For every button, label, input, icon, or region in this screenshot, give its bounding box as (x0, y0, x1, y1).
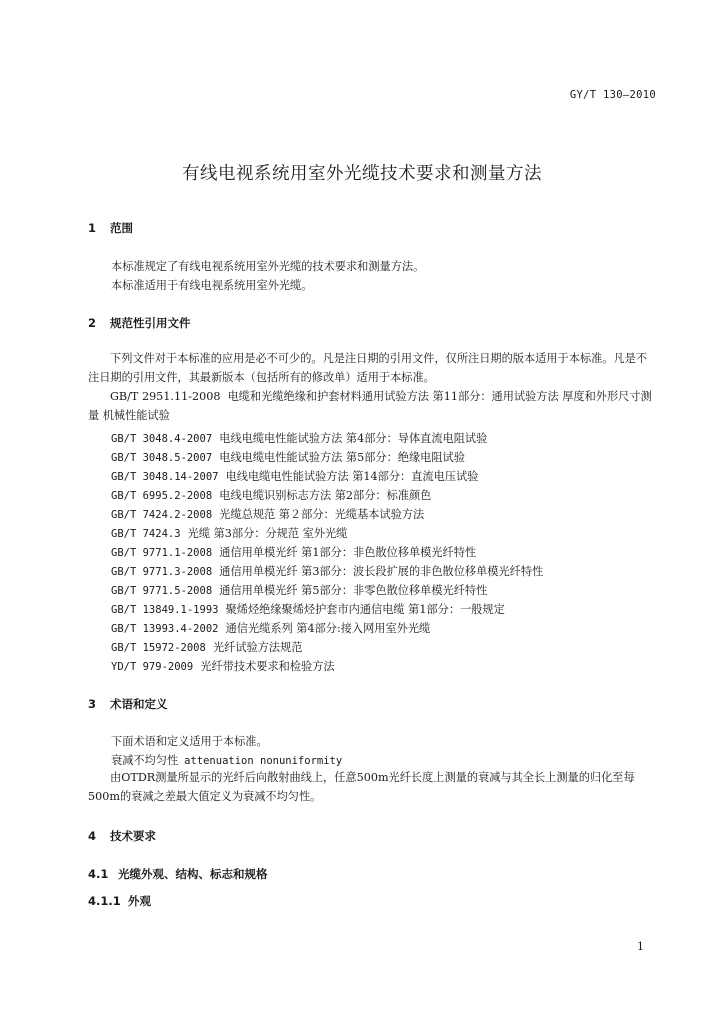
section-title: 范围 (110, 221, 133, 235)
reference-title: 通信用单模光纤 第1部分：非色散位移单模光纤特性 (219, 546, 477, 559)
reference-code: GB/T 3048.14-2007 (111, 471, 219, 483)
reference-title: 电线电缆电性能试验方法 第14部分：直流电压试验 (225, 470, 479, 483)
reference-item (111, 449, 465, 465)
section-4-1-heading (88, 866, 268, 882)
reference-code: GB/T 13849.1-1993 (111, 604, 219, 616)
section-number: 4.1 (88, 867, 109, 881)
section-title: 术语和定义 (110, 697, 168, 711)
section-3-heading (88, 696, 168, 712)
reference-title: 通信用单模光纤 第5部分：非零色散位移单模光纤特性 (219, 584, 488, 597)
reference-item (111, 658, 335, 674)
reference-item (111, 639, 302, 655)
term-definition-text: 由OTDR测量所显示的光纤后向散射曲线上，任意500m光纤长度上测量的衰减与其全长上测量的归化至每500m的衰减之差最大值定义为衰减不均匀性。 (88, 771, 635, 803)
reference-title: 光纤带技术要求和检验方法 (200, 660, 335, 673)
normative-intro (88, 350, 656, 388)
reference-code: GB/T 2951.11-2008 (110, 390, 221, 403)
reference-title: 光纤试验方法规范 (212, 641, 303, 654)
section-title: 规范性引用文件 (110, 316, 191, 330)
section-number: 4.1.1 (88, 894, 121, 908)
section-number: 4 (88, 829, 97, 843)
reference-code: GB/T 3048.5-2007 (111, 452, 213, 464)
reference-code: GB/T 9771.5-2008 (111, 585, 213, 597)
normative-intro-text: 下列文件对于本标准的应用是必不可少的。凡是注日期的引用文件，仅所注日期的版本适用于本标准。凡是不注日期的引用文件，其最新版本（包括所有的修改单）适用于本标准。 (88, 352, 648, 384)
term-chinese: 衰减不均匀性 (111, 754, 179, 767)
section-number: 2 (88, 316, 97, 330)
reference-item (111, 601, 505, 617)
reference-title: 电线电缆电性能试验方法 第4部分：导体直流电阻试验 (219, 432, 488, 445)
reference-title: 光缆总规范 第２部分：光缆基本试验方法 (219, 508, 425, 521)
section-title: 外观 (128, 894, 151, 908)
reference-item (111, 563, 543, 579)
page-number: 1 (637, 940, 644, 953)
reference-title: 聚烯烃绝缘聚烯烃护套市内通信电缆 第1部分：一般规定 (225, 603, 505, 616)
reference-item (111, 430, 487, 446)
reference-item (111, 620, 430, 636)
reference-item (111, 487, 431, 503)
section-4-heading (88, 828, 156, 844)
reference-code: YD/T 979-2009 (111, 661, 194, 673)
section-number: 3 (88, 697, 97, 711)
section-1-heading (88, 220, 133, 236)
reference-title: 光缆 第3部分：分规范 室外光缆 (187, 527, 348, 540)
section-number: 1 (88, 221, 97, 235)
reference-code: GB/T 9771.3-2008 (111, 566, 213, 578)
reference-code: GB/T 15972-2008 (111, 642, 206, 654)
document-title: 有线电视系统用室外光缆技术要求和测量方法 (182, 164, 542, 184)
reference-code: GB/T 7424.2-2008 (111, 509, 213, 521)
reference-item (111, 468, 478, 484)
reference-code: GB/T 3048.4-2007 (111, 433, 213, 445)
term-english: attenuation nonuniformity (184, 755, 343, 767)
scope-line-1: 本标准规定了有线电视系统用室外光缆的技术要求和测量方法。 (111, 260, 425, 273)
reference-item (111, 544, 476, 560)
reference-item (111, 582, 487, 598)
reference-item-first (88, 388, 656, 426)
term-definition (88, 769, 656, 807)
reference-code: GB/T 9771.1-2008 (111, 547, 213, 559)
section-title: 技术要求 (110, 829, 156, 843)
section-title: 光缆外观、结构、标志和规格 (118, 867, 268, 881)
reference-title: 电缆和光缆绝缘和护套材料通用试验方法 第11部分：通用试验方法 厚度和外形尺寸测量 机械性能试验 (88, 390, 652, 422)
reference-title: 通信用单模光纤 第3部分：波长段扩展的非色散位移单模光纤特性 (219, 565, 544, 578)
reference-code: GB/T 7424.3 (111, 528, 181, 540)
reference-item (111, 525, 347, 541)
term-entry (111, 752, 342, 768)
section-2-heading (88, 315, 191, 331)
reference-title: 电线电缆识别标志方法 第2部分：标准颜色 (219, 489, 432, 502)
section-4-1-1-heading (88, 893, 151, 909)
standard-code: GY/T 130—2010 (569, 89, 656, 101)
reference-code: GB/T 6995.2-2008 (111, 490, 213, 502)
terms-intro: 下面术语和定义适用于本标准。 (111, 735, 268, 748)
scope-line-2: 本标准适用于有线电视系统用室外光缆。 (111, 279, 313, 292)
reference-item (111, 506, 424, 522)
reference-title: 电线电缆电性能试验方法 第5部分：绝缘电阻试验 (219, 451, 465, 464)
reference-title: 通信光缆系列 第4部分:接入网用室外光缆 (225, 622, 431, 635)
reference-code: GB/T 13993.4-2002 (111, 623, 219, 635)
